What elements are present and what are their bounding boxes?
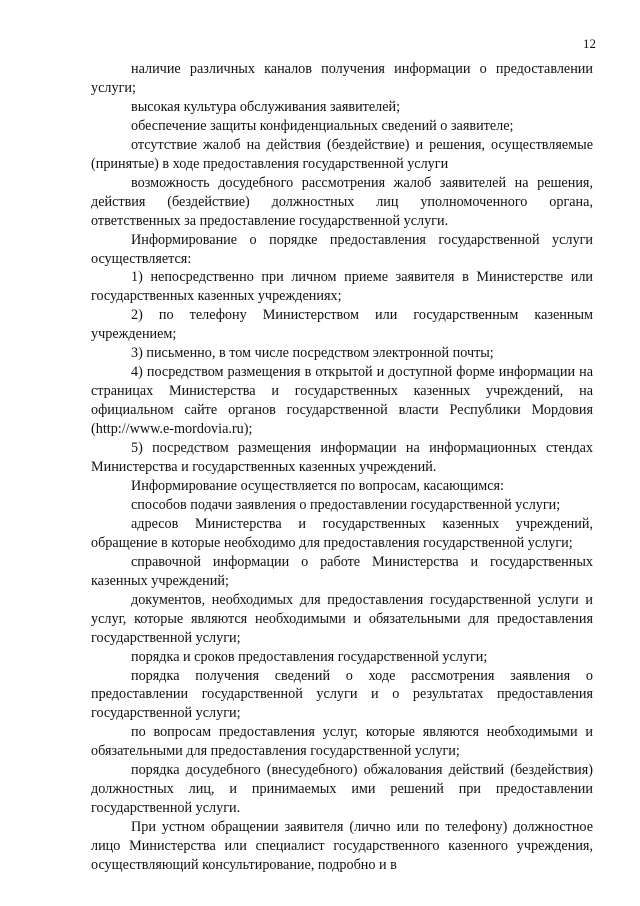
paragraph: способов подачи заявления о предоставлении государственной услуги; bbox=[131, 496, 561, 513]
paragraph: порядка досудебного (внесудебного) обжалования действий (бездействия) должностных лиц, и принимаемых ими решений при предоставлении государственной услуги. bbox=[91, 762, 593, 817]
paragraph: порядка и сроков предоставления государственной услуги; bbox=[131, 648, 488, 665]
paragraph: по вопросам предоставления услуг, которые являются необходимыми и обязательными для предоставления государственной услуги; bbox=[91, 724, 593, 760]
paragraph: наличие различных каналов получения информации о предоставлении услуги; bbox=[91, 61, 593, 96]
paragraph: 4) посредством размещения в открытой и доступной форме информации на страницах Министерства и государственных казенных учреждений, на официальном сайте органов государственной власти Республики Мордовия (http://www.e-mordovia.ru); bbox=[91, 364, 593, 438]
paragraph: Информирование о порядке предоставления государственной услуги осуществляется: bbox=[91, 231, 593, 267]
paragraph: порядка получения сведений о ходе рассмотрения заявления о предоставлении государственной услуги и о результатах предоставления государственной услуги; bbox=[91, 667, 593, 722]
paragraph: 3) письменно, в том числе посредством электронной почты; bbox=[131, 345, 494, 362]
paragraph: отсутствие жалоб на действия (бездействие) и решения, осуществляемые (принятые) в ходе предоставления государственной услуги bbox=[91, 136, 593, 172]
paragraph: При устном обращении заявителя (лично или по телефону) должностное лицо Министерства или специалист государственного казенного учреждения, осуществляющий консультирование, подробно и в bbox=[91, 819, 593, 874]
document-body bbox=[91, 60, 593, 875]
paragraph: справочной информации о работе Министерства и государственных казенных учреждений; bbox=[91, 553, 593, 589]
paragraph: 2) по телефону Министерством или государственным казенным учреждением; bbox=[91, 307, 593, 343]
paragraph: адресов Министерства и государственных казенных учреждений, обращение в которые необходимо для предоставления государственной услуги; bbox=[91, 515, 593, 551]
paragraph: 1) непосредственно при личном приеме заявителя в Министерстве или государственных казенных учреждениях; bbox=[91, 269, 593, 305]
paragraph: высокая культура обслуживания заявителей; bbox=[131, 98, 401, 115]
paragraph: возможность досудебного рассмотрения жалоб заявителей на решения, действия (бездействие) должностных лиц уполномоченного органа, ответственных за предоставление государственной услуги. bbox=[91, 174, 593, 229]
paragraph: документов, необходимых для предоставления государственной услуги и услуг, которые являются необходимыми и обязательными для предоставления государственной услуги; bbox=[91, 591, 593, 646]
paragraph: Информирование осуществляется по вопросам, касающимся: bbox=[131, 477, 504, 494]
paragraph: 5) посредством размещения информации на информационных стендах Министерства и государственных казенных учреждений. bbox=[91, 440, 593, 476]
page-number: 12 bbox=[583, 36, 596, 51]
paragraph: обеспечение защиты конфиденциальных сведений о заявителе; bbox=[131, 117, 514, 134]
